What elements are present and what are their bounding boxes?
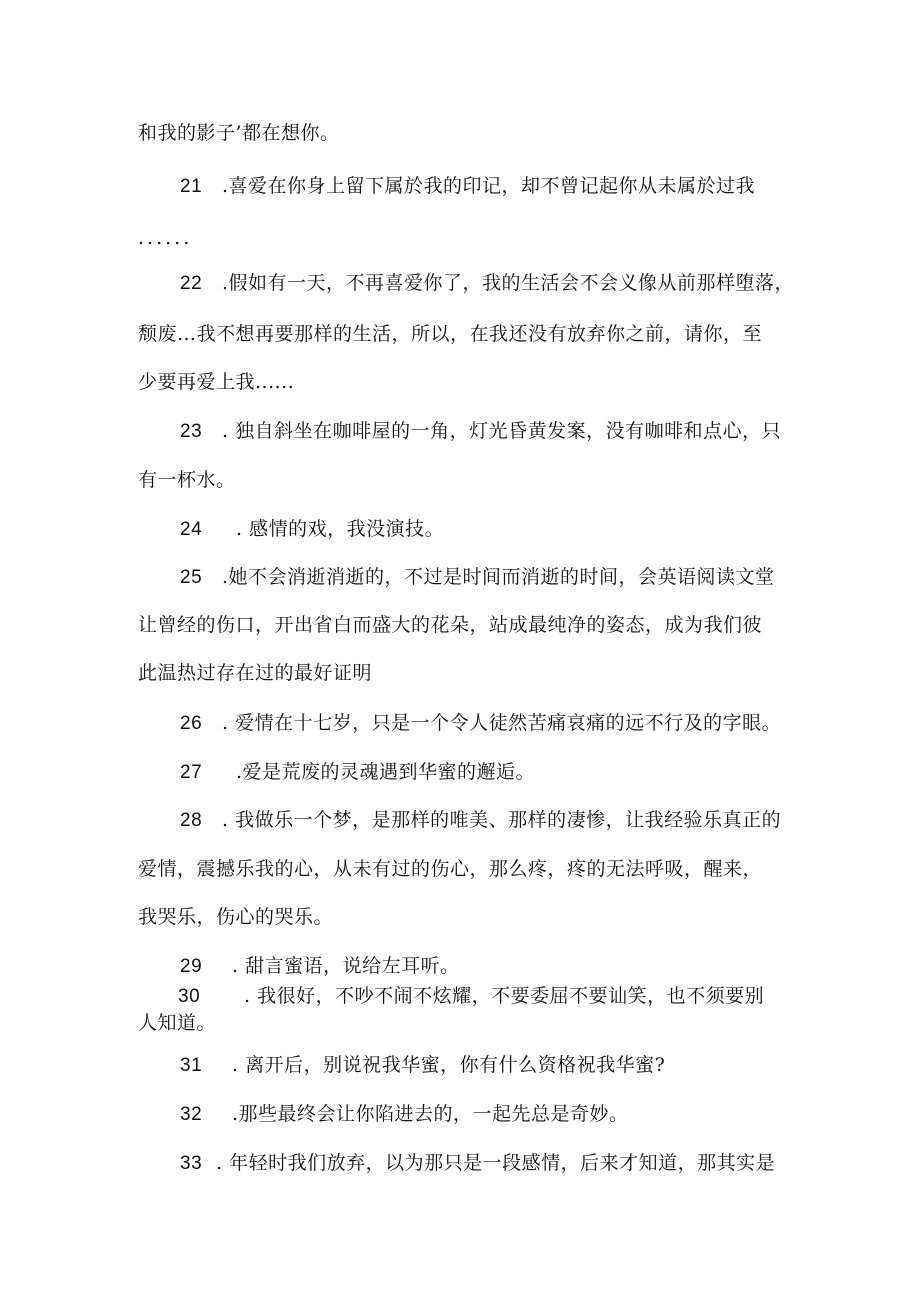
item-number: 24	[180, 519, 203, 540]
item-text: . 甜言蜜语，说给左耳听。	[232, 955, 460, 977]
item-text: . 我很好，不吵不闹不炫耀，不要委屈不要讪笑，也不须要别	[244, 985, 765, 1007]
item-text: . 我做乐一个梦，是那样的唯美、那样的凄惨，让我经验乐真正的	[222, 809, 782, 831]
item-number: 26	[180, 713, 203, 734]
line-text: 人知道。	[138, 1012, 217, 1034]
line-text: 让曾经的伤口，开出省白而盛大的花朵，站成最纯净的姿态，成为我们彼	[138, 614, 763, 636]
list-item-30	[178, 984, 764, 1009]
line-text: 爱情，震撼乐我的心，从未有过的伤心，那么疼，疼的无法呼吸，醒来，	[138, 858, 763, 880]
line-text: 和我的影子’都在想你。	[138, 122, 340, 144]
item-text: .那些最终会让你陷进去的，一起先总是奇妙。	[232, 1103, 629, 1125]
list-item-25	[180, 565, 775, 590]
list-item-29	[180, 954, 460, 979]
item-text: . 离开后，别说祝我华蜜，你有什么资格祝我华蜜?	[232, 1054, 666, 1076]
list-item-31	[180, 1053, 665, 1078]
item-number: 32	[180, 1104, 203, 1125]
item-number: 23	[180, 421, 203, 442]
item-text: . 爱情在十七岁，只是一个令人徒然苦痛哀痛的远不行及的字眼。	[222, 712, 782, 734]
list-item-32	[180, 1102, 629, 1127]
item-text: . 年轻时我们放弃，以为那只是一段感情，后来才知道，那其实是	[216, 1152, 776, 1174]
list-item-26	[180, 711, 781, 736]
item-number: 29	[180, 956, 203, 977]
line-text: 此温热过存在过的最好证明	[138, 662, 373, 684]
item-text: .爱是荒废的灵魂遇到华蜜的邂逅。	[236, 761, 536, 783]
list-item-21	[180, 174, 755, 199]
item-number: 30	[178, 986, 201, 1007]
item-number: 21	[180, 176, 203, 197]
list-item-33	[180, 1151, 775, 1176]
text-line	[138, 226, 192, 250]
item-number: 31	[180, 1055, 203, 1076]
item-text: . 感情的戏，我没演技。	[236, 518, 445, 540]
text-line	[138, 1011, 216, 1035]
line-text: 颓废…我不想再要那样的生活，所以，在我还没有放弃你之前，请你，至	[138, 323, 763, 345]
list-item-28	[180, 808, 781, 833]
item-text: .假如有一天，不再喜爱你了，我的生活会不会义像从前那样堕落，	[222, 272, 795, 294]
line-text: ......	[138, 227, 193, 249]
line-text: 我哭乐，伤心的哭乐。	[138, 906, 334, 928]
line-text: 少要再爱上我......	[138, 371, 295, 393]
item-text: .喜爱在你身上留下属於我的印记，却不曾记起你从未属於过我	[222, 175, 756, 197]
text-line	[138, 121, 340, 145]
line-text: 有一杯水。	[138, 469, 236, 491]
text-line	[138, 370, 294, 394]
list-item-23	[180, 419, 781, 444]
text-line	[138, 857, 762, 881]
text-line	[138, 322, 762, 346]
text-line	[138, 661, 372, 685]
text-line	[138, 613, 762, 637]
text-line	[138, 905, 333, 929]
list-item-22	[180, 271, 794, 296]
text-line	[138, 468, 236, 492]
item-text: . 独自斜坐在咖啡屋的一角，灯光昏黄发案，没有咖啡和点心，只	[222, 420, 782, 442]
item-number: 27	[180, 762, 203, 783]
item-number: 33	[180, 1153, 203, 1174]
item-number: 25	[180, 567, 203, 588]
item-number: 28	[180, 810, 203, 831]
item-number: 22	[180, 273, 203, 294]
list-item-27	[180, 760, 535, 785]
item-text: .她不会消逝消逝的，不过是时间而消逝的时间，会英语阅读文堂	[222, 566, 775, 588]
list-item-24	[180, 517, 444, 542]
